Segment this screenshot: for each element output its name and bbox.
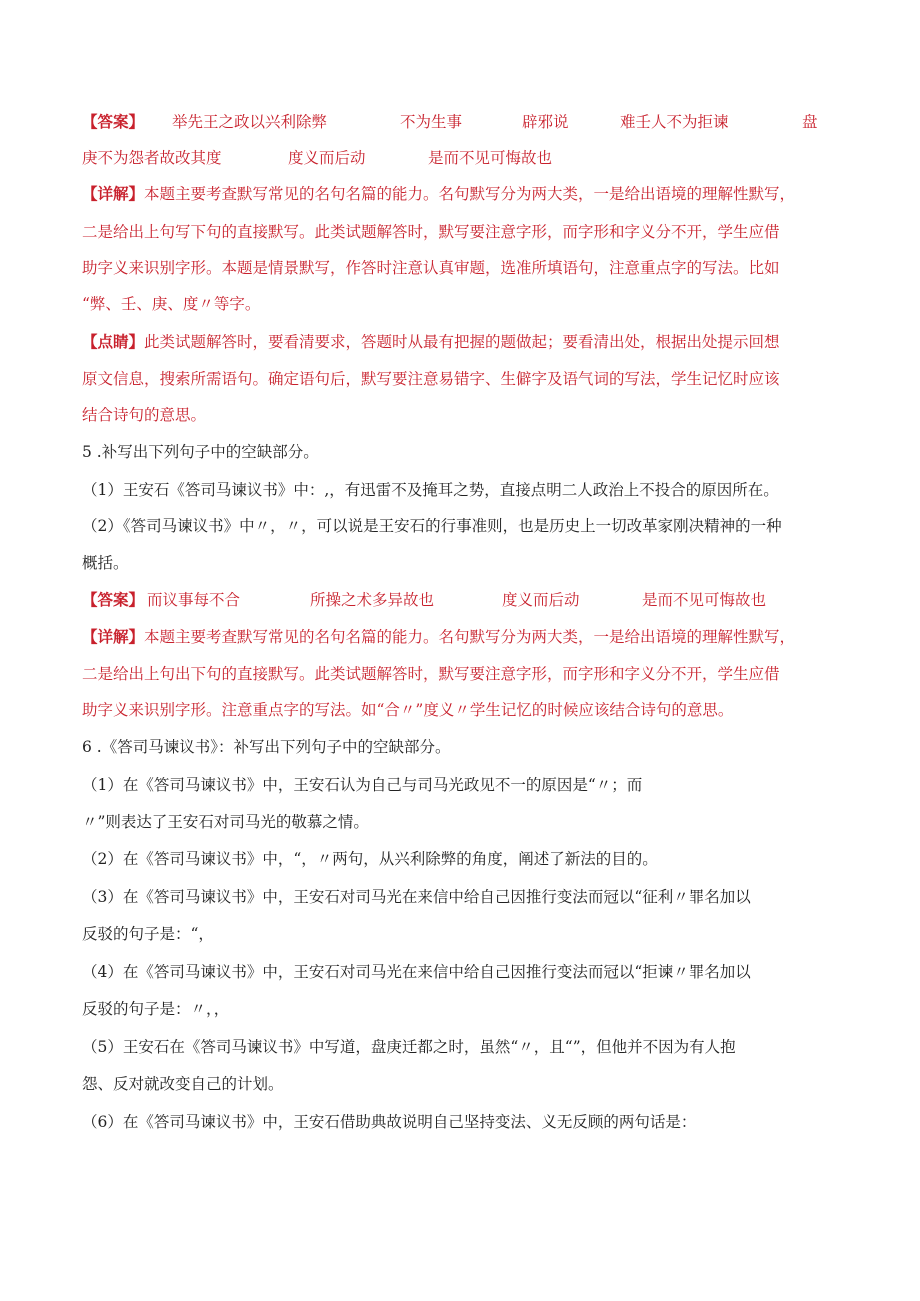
q4-answer-line-1 [82,111,860,133]
tip-text: 此类试题解答时，要看清要求，答题时从最有把握的题做起；要看清出处，根据出处提示回想 [144,333,780,351]
answer-blank: 辟邪说 [522,113,569,131]
answer-tag: 【答案】 [82,112,145,131]
q4-explain-line-1 [82,183,860,205]
answer-blank: 所操之术多异故也 [310,591,435,609]
answer-blank: 不为生事 [400,113,463,131]
q5-explain-line-1 [82,626,860,648]
q6-line-4: （3）在《答司马谏议书》中，王安石对司马光在来信中给自己因推行变法而冠以“征利〃罪名加以 [82,888,751,906]
q6-line-3: （2）在《答司马谏议书》中，“，〃两句，从兴利除弊的角度，阐述了新法的目的。 [82,850,658,868]
explain-text: 本题主要考查默写常见的名句名篇的能力。名句默写分为两大类，一是给出语境的理解性默写， [144,628,796,646]
q6-line-2: 〃”则表达了王安石对司马光的敬慕之情。 [82,813,369,831]
q4-tip-line-1 [82,331,860,353]
answer-blank: 度义而后动 [502,591,580,609]
explain-tag: 【详解】 [82,627,145,646]
explain-text: 本题主要考查默写常见的名句名篇的能力。名句默写分为两大类，一是给出语境的理解性默写， [144,185,796,203]
q6-line-9: 怨、反对就改变自己的计划。 [82,1075,284,1093]
q5-item-2-cont: 概括。 [82,554,129,572]
q5-item-2: （2）《答司马谏议书》中〃，〃，可以说是王安石的行事准则，也是历史上一切改革家刚决精神的一种 [82,517,782,535]
tip-tag: 【点睛】 [82,332,145,351]
q5-explain-line-3: 助字义来识别字形。注意重点字的写法。如“合〃”度义〃学生记忆的时候应该结合诗句的意思。 [82,701,734,719]
q4-explain-line-3: 助字义来识别字形。本题是情景默写，作答时注意认真审题，选准所填语句，注意重点字的写法。比如 [82,259,780,277]
q4-explain-line-4: “弊、壬、庚、度〃等字。 [82,295,261,313]
q4-tip-line-3: 结合诗句的意思。 [82,406,207,424]
q5-explain-line-2: 二是给出上句出下句的直接默写。此类试题解答时，默写要注意字形，而字形和字义分不开，学生应借 [82,665,780,683]
q6-line-5: 反驳的句子是：“， [82,925,214,943]
answer-tag: 【答案】 [82,590,145,609]
q6-line-8: （5）王安石在《答司马谏议书》中写道，盘庚迁都之时，虽然“〃，且“”，但他并不因为有人抱 [82,1038,736,1056]
q6-title: 6 .《答司马谏议书》：补写出下列句子中的空缺部分。 [82,738,451,756]
q6-line-6: （4）在《答司马谏议书》中，王安石对司马光在来信中给自己因推行变法而冠以“拒谏〃罪名加以 [82,963,751,981]
answer-blank: 而议事每不合 [147,591,241,609]
q6-line-7: 反驳的句子是：〃，， [82,1000,230,1018]
q5-title: 5 .补写出下列句子中的空缺部分。 [82,443,319,461]
q5-answer-line [82,589,860,611]
answer-blank: 举先王之政以兴利除弊 [172,113,328,131]
answer-blank: 度义而后动 [288,149,366,167]
q5-item-1: （1）王安石《答司马谏议书》中：,，有迅雷不及掩耳之势，直接点明二人政治上不投合的原因所在。 [82,481,779,499]
answer-blank: 庚不为怨者故改其度 [82,149,222,167]
answer-blank: 盘 [802,113,818,131]
q4-answer-line-2 [82,147,860,169]
q6-line-1: （1）在《答司马谏议书》中，王安石认为自己与司马光政见不一的原因是“〃；而 [82,776,643,794]
q6-line-10: （6）在《答司马谏议书》中，王安石借助典故说明自己坚持变法、义无反顾的两句话是： [82,1113,697,1131]
q4-explain-line-2: 二是给出上句写下句的直接默写。此类试题解答时，默写要注意字形，而字形和字义分不开，学生应借 [82,223,780,241]
answer-blank: 难壬人不为拒谏 [620,113,729,131]
answer-blank: 是而不见可悔故也 [428,149,553,167]
answer-blank: 是而不见可悔故也 [642,591,767,609]
q4-tip-line-2: 原文信息，搜索所需语句。确定语句后，默写要注意易错字、生僻字及语气词的写法，学生记忆时应该 [82,370,780,388]
explain-tag: 【详解】 [82,184,145,203]
